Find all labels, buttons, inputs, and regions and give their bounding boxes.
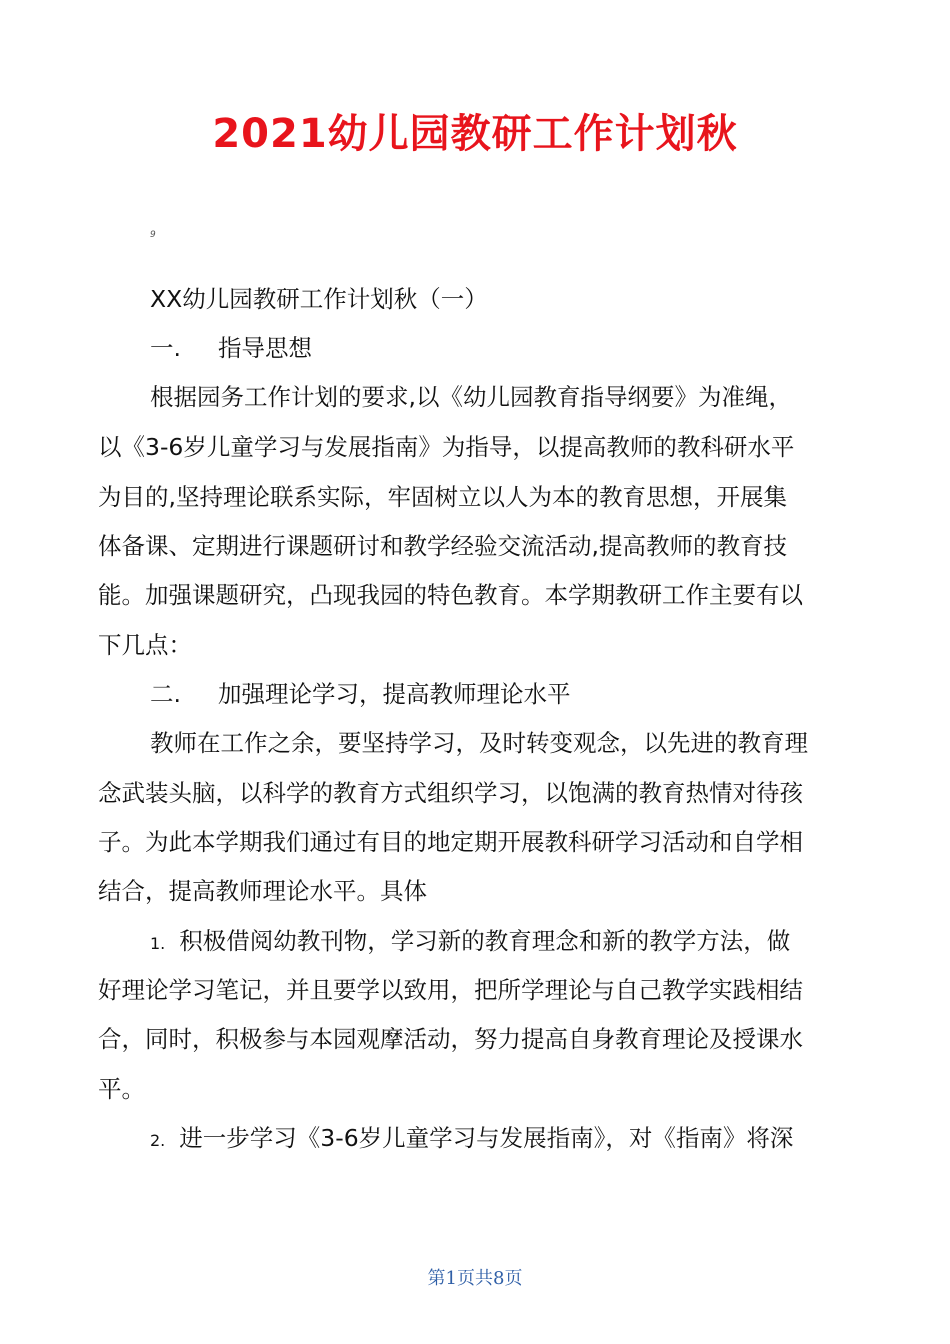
paragraph-line: 合，同时，积极参与本园观摩活动，努力提高自身教育理论及授课水 xyxy=(98,1025,803,1053)
small-mark: 9 xyxy=(150,230,156,240)
page-footer: 第1页共8页 xyxy=(427,1268,523,1289)
paragraph-line: 平。 xyxy=(98,1075,145,1103)
paragraph-line: 体备课、定期进行课题研讨和教学经验交流活动,提高教师的教育技 xyxy=(98,532,787,560)
paragraph-line: 好理论学习笔记，并且要学以致用，把所学理论与自己教学实践相结 xyxy=(98,976,803,1004)
list-item-number: 2. xyxy=(150,1131,166,1150)
section-heading-1 xyxy=(150,331,312,365)
section-number: 二. xyxy=(150,680,181,708)
section-heading-2 xyxy=(150,677,571,711)
paragraph-line: 以《3-6岁儿童学习与发展指南》为指导，以提高教师的教科研水平 xyxy=(98,433,795,461)
paragraph-line: 念武装头脑，以科学的教育方式组织学习，以饱满的教育热情对待孩 xyxy=(98,779,803,807)
list-item-text: 积极借阅幼教刊物，学习新的教育理念和新的教学方法，做 xyxy=(179,927,791,955)
list-item xyxy=(150,924,790,961)
list-item xyxy=(150,1121,793,1158)
paragraph-line: 根据园务工作计划的要求,以《幼儿园教育指导纲要》为准绳， xyxy=(150,383,792,411)
list-item-number: 1. xyxy=(150,934,166,953)
section-title: 加强理论学习，提高教师理论水平 xyxy=(218,680,571,708)
paragraph-line: 下几点： xyxy=(98,631,192,659)
paragraph-line: 子。为此本学期我们通过有目的地定期开展教科研学习活动和自学相 xyxy=(98,828,803,856)
list-item-text: 进一步学习《3-6岁儿童学习与发展指南》，对《指南》将深 xyxy=(179,1124,794,1152)
paragraph-line: 教师在工作之余，要坚持学习，及时转变观念，以先进的教育理 xyxy=(150,729,808,757)
page-title: 2021幼儿园教研工作计划秋 xyxy=(212,111,738,157)
paragraph-line: 结合，提高教师理论水平。具体 xyxy=(98,877,427,905)
paragraph-line: 能。加强课题研究，凸现我园的特色教育。本学期教研工作主要有以 xyxy=(98,581,803,609)
section-number: 一. xyxy=(150,334,181,362)
section-title: 指导思想 xyxy=(218,334,312,362)
paragraph-line: 为目的,坚持理论联系实际，牢固树立以人为本的教育思想，开展集 xyxy=(98,483,787,511)
subtitle: XX幼儿园教研工作计划秋（一） xyxy=(150,285,488,313)
